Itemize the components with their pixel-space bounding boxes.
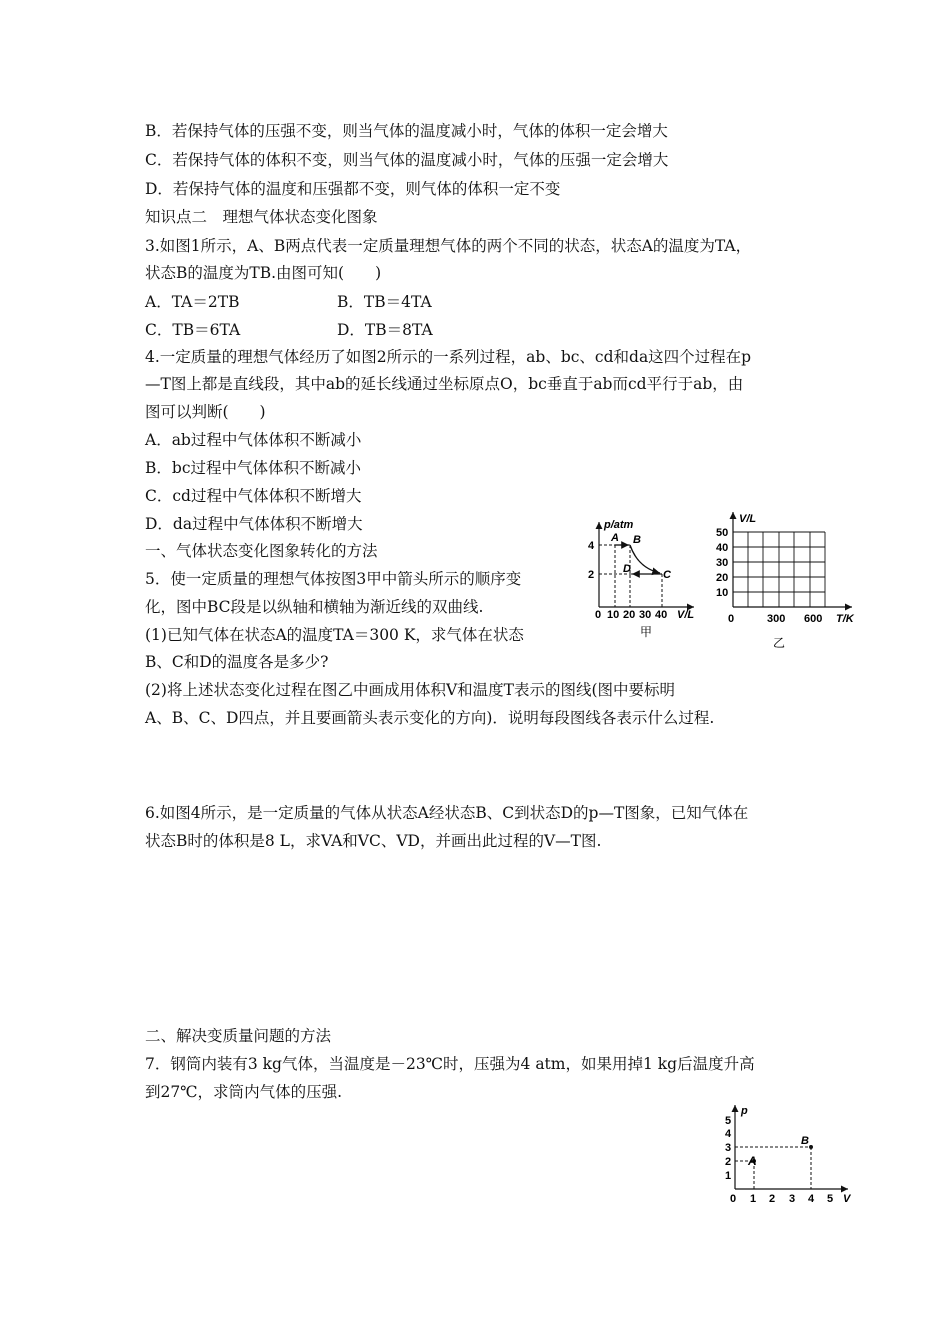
y-axis-label: p <box>741 1105 748 1117</box>
x-tick-0: 0 <box>730 1193 737 1205</box>
method-heading-2: 二、解决变质量问题的方法 <box>145 1027 332 1045</box>
point-b-label: B <box>633 534 641 546</box>
y-tick-10: 10 <box>716 587 729 599</box>
question-4-line1: 4.一定质量的理想气体经历了如图2所示的一系列过程，ab、bc、cd和da这四个过程在p <box>145 348 752 366</box>
figure-jia-pv-diagram <box>582 512 712 644</box>
option-d-q4: D．da过程中气体体积不断增大 <box>145 515 363 533</box>
y-tick-40: 40 <box>716 542 729 554</box>
option-a-q3: A．TA＝2TB <box>145 293 240 311</box>
option-b-q2: B．若保持气体的压强不变，则当气体的温度减小时，气体的体积一定会增大 <box>145 122 668 140</box>
option-d-q3: D．TB＝8TA <box>337 321 433 339</box>
point-d-label: D <box>623 563 631 575</box>
y-tick-2: 2 <box>725 1156 732 1168</box>
y-tick-4: 4 <box>725 1128 732 1140</box>
question-7-line2: 到27℃，求筒内气体的压强. <box>145 1083 342 1101</box>
x-tick-1: 1 <box>750 1193 757 1205</box>
x-tick-5: 5 <box>827 1193 834 1205</box>
question-6-line2: 状态B时的体积是8 L，求VA和VC、VD，并画出此过程的V—T图. <box>145 832 602 850</box>
x-axis-label: V <box>843 1193 851 1205</box>
question-7-line1: 7．钢筒内装有3 kg气体，当温度是－23℃时，压强为4 atm，如果用掉1 kg后温度升高 <box>145 1055 755 1073</box>
x-tick-0: 0 <box>728 613 735 625</box>
caption-jia: 甲 <box>640 625 653 639</box>
section-heading-2: 知识点二 理想气体状态变化图象 <box>145 208 378 226</box>
figure-pv-points-ab <box>720 1100 860 1210</box>
y-tick-5: 5 <box>725 1115 732 1127</box>
point-b <box>809 1145 813 1149</box>
question-4-line3: 图可以判断( ) <box>145 403 266 421</box>
question-5-part1: (1)已知气体在状态A的温度TA＝300 K，求气体在状态 <box>145 626 524 644</box>
x-tick-600: 600 <box>804 613 823 625</box>
option-c-q3: C．TB＝6TA <box>145 321 241 339</box>
x-tick-40: 40 <box>655 609 668 621</box>
path-bc <box>630 545 660 573</box>
option-d-q2: D．若保持气体的温度和压强都不变，则气体的体积一定不变 <box>145 180 561 198</box>
y-tick-30: 30 <box>716 557 729 569</box>
x-axis-label: T/K <box>836 613 854 625</box>
question-3-line1: 3.如图1所示，A、B两点代表一定质量理想气体的两个不同的状态，状态A的温度为TA， <box>145 237 752 255</box>
point-c-label: C <box>663 569 671 581</box>
question-5-part2: (2)将上述状态变化过程在图乙中画成用体积V和温度T表示的图线(图中要标明 <box>145 681 676 699</box>
point-a-label: A <box>748 1154 757 1168</box>
caption-yi: 乙 <box>773 636 786 650</box>
question-6-line1: 6.如图4所示，是一定质量的气体从状态A经状态B、C到状态D的p—T图象，已知气体在 <box>145 804 749 822</box>
y-axis-label: V/L <box>739 513 757 525</box>
y-tick-20: 20 <box>716 572 729 584</box>
question-5-part2-cont: A、B、C、D四点，并且要画箭头表示变化的方向)．说明每段图线各表示什么过程. <box>145 709 715 727</box>
x-tick-20: 20 <box>623 609 636 621</box>
figure-yi-vt-grid <box>712 506 867 656</box>
grid-lines <box>733 532 825 607</box>
y-tick-1: 1 <box>725 1170 732 1182</box>
option-a-q4: A．ab过程中气体体积不断减小 <box>145 431 362 449</box>
option-c-q4: C．cd过程中气体体积不断增大 <box>145 487 362 505</box>
x-tick-0: 0 <box>595 609 602 621</box>
y-tick-50: 50 <box>716 527 729 539</box>
x-tick-300: 300 <box>767 613 786 625</box>
question-5-part1-cont: B、C和D的温度各是多少? <box>145 653 329 671</box>
y-tick-2: 2 <box>588 569 595 581</box>
x-tick-3: 3 <box>789 1193 796 1205</box>
option-b-q4: B．bc过程中气体体积不断减小 <box>145 459 361 477</box>
x-tick-2: 2 <box>769 1193 776 1205</box>
y-tick-3: 3 <box>725 1142 732 1154</box>
point-a-label: A <box>611 532 619 544</box>
y-tick-4: 4 <box>588 540 595 552</box>
question-5-line1: 5．使一定质量的理想气体按图3甲中箭头所示的顺序变 <box>145 570 522 588</box>
x-axis-label: V/L <box>677 609 695 621</box>
question-5-line2: 化，图中BC段是以纵轴和横轴为渐近线的双曲线. <box>145 598 484 616</box>
x-tick-30: 30 <box>639 609 652 621</box>
x-tick-10: 10 <box>607 609 620 621</box>
point-b-label: B <box>801 1135 809 1147</box>
x-tick-4: 4 <box>808 1193 815 1205</box>
y-axis-label: p/atm <box>604 519 634 531</box>
option-b-q3: B．TB＝4TA <box>337 293 432 311</box>
question-4-line2: —T图上都是直线段，其中ab的延长线通过坐标原点O，bc垂直于ab而cd平行于ab，由 <box>145 375 744 393</box>
option-c-q2: C．若保持气体的体积不变，则当气体的温度减小时，气体的压强一定会增大 <box>145 151 669 169</box>
question-3-line2: 状态B的温度为TB.由图可知( ) <box>145 264 382 282</box>
method-heading-1: 一、气体状态变化图象转化的方法 <box>145 542 378 560</box>
